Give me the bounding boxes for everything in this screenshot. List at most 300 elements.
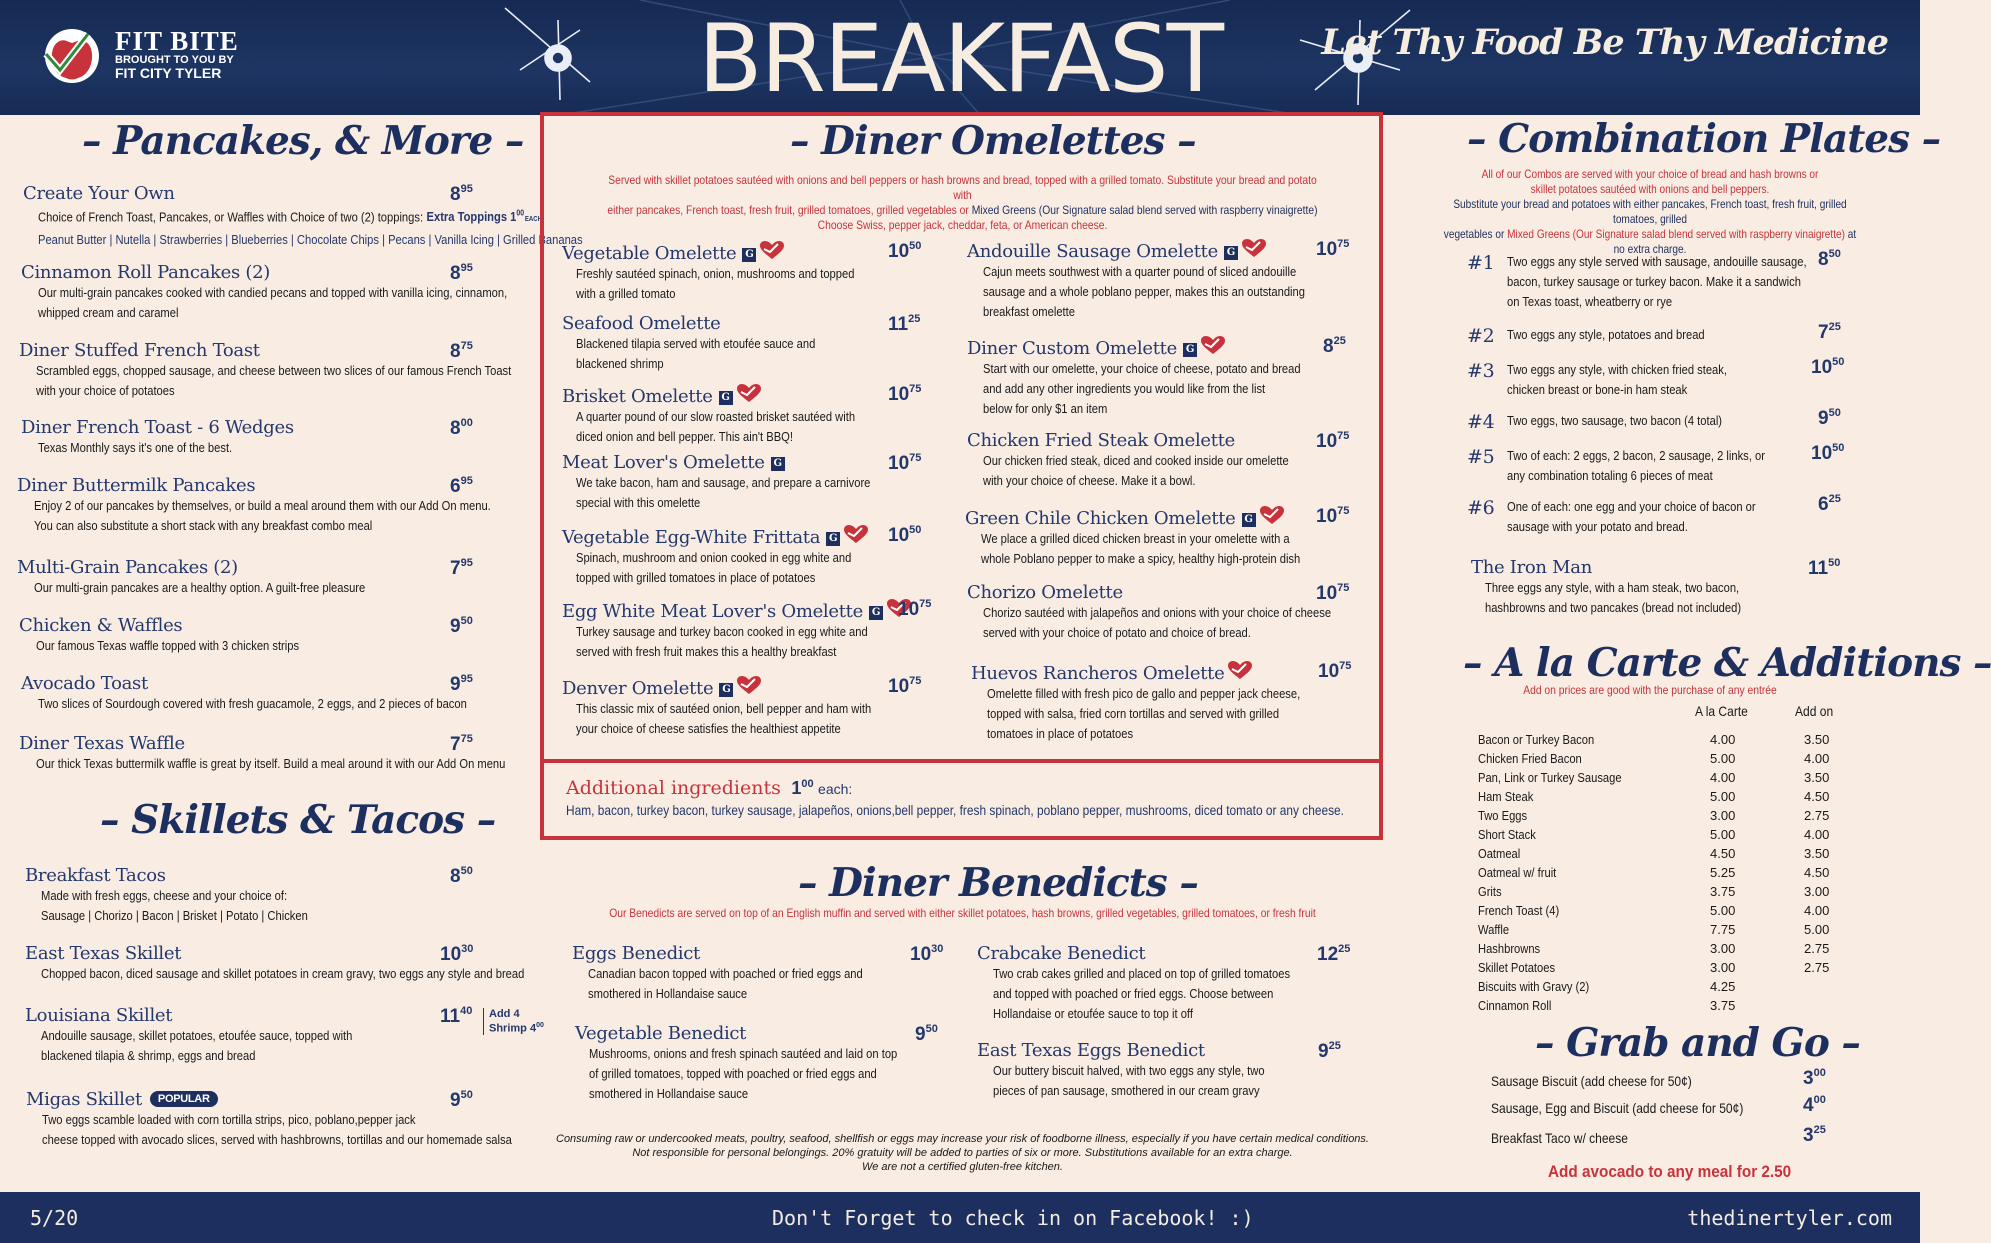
- price-dollars: 10: [1316, 506, 1338, 527]
- item-price: [1316, 505, 1349, 528]
- alacarte-price: 5.00: [1710, 789, 1736, 804]
- combo-description: [1507, 446, 1807, 486]
- price-cents: 25: [1338, 943, 1351, 955]
- extra-toppings-cents: 00: [516, 209, 525, 218]
- item-name: Vegetable Egg-White Frittata G: [562, 524, 896, 548]
- alacarte-item: Pan, Link or Turkey Sausage: [1478, 770, 1622, 785]
- item-price: [915, 1023, 938, 1046]
- combos-note-line1: All of our Combos are served with your choice of bread and hash browns or: [1481, 167, 1819, 181]
- item-description: smothered in Hollandaise sauce: [589, 1086, 749, 1101]
- item-description: bacon, turkey sausage or turkey bacon. Make it a sandwich: [1507, 274, 1801, 289]
- menu-item: [572, 943, 907, 1004]
- grab-item: Sausage Biscuit (add cheese for 50¢): [1491, 1073, 1692, 1089]
- item-price: [1803, 1124, 1826, 1147]
- item-description: with your choice of potatoes: [36, 383, 175, 398]
- footer-site[interactable]: thedinertyler.com: [1687, 1206, 1892, 1230]
- disclaimer-line1: Consuming raw or undercooked meats, poultry, seafood, shellfish or eggs may increase your risk of foodborne illness, especially if you have certain medical conditions.: [556, 1133, 1369, 1145]
- item-description: pieces of pan sausage, smothered in our cream gravy: [993, 1083, 1260, 1098]
- price-cents: 95: [460, 183, 473, 195]
- alacarte-col2-header: Add on: [1795, 703, 1834, 719]
- alacarte-price: 7.75: [1710, 922, 1736, 937]
- additional-price: [791, 778, 813, 798]
- price-cents: 40: [460, 1005, 473, 1017]
- item-name: Green Chile Chicken Omelette G: [965, 505, 1352, 529]
- heart-healthy-icon: [1227, 660, 1253, 680]
- disclaimer-line2: Not responsible for personal belongings. 20% gratuity will be added to parties of six or more. Substitutions available for an extra charge.: [632, 1147, 1293, 1159]
- item-name: Migas Skillet POPULAR: [26, 1089, 588, 1110]
- price-dollars: 8: [1323, 336, 1334, 357]
- price-dollars: 6: [1818, 494, 1829, 515]
- price-dollars: 10: [888, 453, 910, 474]
- gluten-free-icon: G: [742, 248, 756, 262]
- item-description: chicken breast or bone-in ham steak: [1507, 382, 1688, 397]
- combos-note-line2: skillet potatoes sautéed with onions and bell peppers.: [1530, 182, 1770, 196]
- item-description: Our buttery biscuit halved, with two eggs any style, two: [993, 1063, 1265, 1078]
- price-dollars: 8: [450, 418, 461, 439]
- addon-price: 4.00: [1804, 903, 1830, 918]
- item-price: [450, 340, 473, 363]
- item-description: sausage with your potato and bread.: [1507, 519, 1688, 534]
- alacarte-item: Two Eggs: [1478, 808, 1528, 823]
- item-price: [450, 615, 473, 638]
- gluten-free-icon: G: [719, 391, 733, 405]
- item-description: any combination totaling 6 pieces of meat: [1507, 468, 1713, 483]
- item-name: Diner Buttermilk Pancakes: [17, 475, 256, 496]
- item-description: Mushrooms, onions and fresh spinach sautéed and laid on top: [589, 1046, 898, 1061]
- item-name: Avocado Toast: [21, 673, 148, 694]
- price-cents: 25: [1333, 335, 1346, 347]
- item-description: A quarter pound of our slow roasted brisket sautéed with: [576, 409, 856, 424]
- item-name: Diner French Toast - 6 Wedges: [21, 417, 294, 438]
- shrimp-addon-cents: 00: [536, 1022, 544, 1029]
- benedicts-note: Our Benedicts are served on top of an English muffin and served with either skillet potatoes, hash browns, grilled vegetables, grilled tomatoes, or fresh fruit: [609, 906, 1316, 920]
- price-dollars: 10: [1316, 431, 1338, 452]
- gluten-free-icon: G: [1183, 343, 1197, 357]
- item-description: served with fresh fruit makes this a healthy breakfast: [576, 644, 837, 659]
- shrimp-addon-line2: [489, 1020, 544, 1035]
- item-description: Andouille sausage, skillet potatoes, etoufée sauce, topped with: [41, 1028, 353, 1043]
- item-description: Chorizo sautéed with jalapeños and onions with your choice of cheese: [983, 605, 1332, 620]
- menu-item: [562, 452, 918, 513]
- price-cents: 95: [460, 475, 473, 487]
- item-name: Breakfast Tacos: [25, 865, 166, 886]
- item-description: Sausage | Chorizo | Bacon | Brisket | Potato | Chicken: [41, 908, 308, 923]
- additional-each: each:: [818, 781, 853, 797]
- shrimp-addon-line1: Add 4: [489, 1008, 520, 1020]
- price-dollars: 11: [1808, 558, 1829, 579]
- heart-healthy-icon: [736, 675, 762, 695]
- price-dollars: 10: [910, 944, 932, 965]
- item-description: whole Poblano pepper to make a spicy, healthy high-protein dish: [981, 551, 1301, 566]
- item-description: topped with grilled tomatoes in place of potatoes: [576, 570, 816, 585]
- item-price: [1317, 943, 1350, 966]
- item-description: special with this omelette: [576, 495, 701, 510]
- price-dollars: 10: [440, 944, 462, 965]
- item-description: below for only $1 an item: [983, 401, 1108, 416]
- item-description: Two eggs any style, with chicken fried steak,: [1507, 362, 1727, 377]
- price-cents: 75: [1337, 505, 1350, 517]
- omelettes-divider: [540, 759, 1383, 763]
- item-description: whipped cream and caramel: [38, 305, 179, 320]
- item-description: blackened tilapia & shrimp, eggs and bread: [41, 1048, 256, 1063]
- item-description: your choice of cheese satisfies the healthiest appetite: [576, 721, 841, 736]
- alacarte-price: 5.00: [1710, 751, 1736, 766]
- item-description: and add any other ingredients you would like from the list: [983, 381, 1266, 396]
- alacarte-item: Chicken Fried Bacon: [1478, 751, 1582, 766]
- toppings-list: Peanut Butter | Nutella | Strawberries | Blueberries | Chocolate Chips | Pecans | Vanilla Icing | Grilled Bananas: [38, 232, 583, 248]
- price-cents: 30: [461, 943, 474, 955]
- item-description: Our multi-grain pancakes cooked with candied pecans and topped with vanilla icing, cinnamon,: [38, 285, 508, 300]
- price-cents: 25: [1813, 1124, 1826, 1136]
- price-cents: 95: [460, 262, 473, 274]
- alacarte-col1-header: A la Carte: [1695, 703, 1748, 719]
- item-description: with your choice of cheese. Make it a bowl.: [983, 473, 1196, 488]
- combo-number: #3: [1467, 360, 1495, 382]
- combos-heading: – Combination Plates –: [1467, 116, 1941, 162]
- item-description: served with your choice of potato and choice of bread.: [983, 625, 1251, 640]
- item-price: [888, 313, 920, 336]
- price-cents: 75: [460, 340, 473, 352]
- item-name: Crabcake Benedict: [977, 943, 1146, 964]
- item-description: Cajun meets southwest with a quarter pound of sliced andouille: [983, 264, 1297, 279]
- price-cents: 75: [1337, 582, 1350, 594]
- additional-price-dollars: 1: [791, 778, 802, 798]
- price-cents: 50: [1828, 407, 1841, 419]
- alacarte-item: Oatmeal w/ fruit: [1478, 865, 1557, 880]
- item-description: Two of each: 2 eggs, 2 bacon, 2 sausage, 2 links, or: [1507, 448, 1765, 463]
- menu-item: [967, 430, 1339, 491]
- item-description: Spinach, mushroom and onion cooked in egg white and: [576, 550, 852, 565]
- item-name: Chicken Fried Steak Omelette: [967, 430, 1236, 451]
- addon-price: 3.50: [1804, 846, 1830, 861]
- price-dollars: 8: [450, 341, 461, 362]
- item-description: Two crab cakes grilled and placed on top of grilled tomatoes: [993, 966, 1291, 981]
- price-dollars: 9: [450, 1090, 461, 1111]
- item-description: breakfast omelette: [983, 304, 1075, 319]
- item-description: Our multi-grain pancakes are a healthy option. A guilt-free pleasure: [34, 580, 366, 595]
- item-name: East Texas Skillet: [25, 943, 182, 964]
- price-dollars: 7: [450, 558, 461, 579]
- alacarte-item: French Toast (4): [1478, 903, 1560, 918]
- gluten-free-icon: G: [826, 532, 840, 546]
- price-cents: 75: [460, 733, 473, 745]
- item-description: Two slices of Sourdough covered with fresh guacamole, 2 eggs, and 2 pieces of bacon: [38, 696, 467, 711]
- price-dollars: 8: [1818, 249, 1829, 270]
- combo-number: #5: [1467, 446, 1495, 468]
- menu-item: [562, 383, 900, 447]
- item-description: on Texas toast, wheatberry or rye: [1507, 294, 1673, 309]
- combos-note-line4c: at no extra charge.: [1613, 227, 1857, 256]
- price-dollars: 10: [1318, 661, 1340, 682]
- menu-item: [562, 240, 900, 304]
- alacarte-price: 4.00: [1710, 732, 1736, 747]
- combos-note-line4b: Mixed Greens (Our Signature salad blend served with raspberry vinaigrette): [1507, 227, 1845, 241]
- gluten-free-icon: G: [1224, 246, 1238, 260]
- menu-item: [19, 733, 582, 774]
- item-name: Diner Stuffed French Toast: [19, 340, 260, 361]
- price-cents: 75: [1339, 660, 1352, 672]
- price-cents: 75: [909, 452, 922, 464]
- alacarte-item: Grits: [1478, 884, 1502, 899]
- price-dollars: 9: [450, 674, 461, 695]
- item-name: East Texas Eggs Benedict: [977, 1040, 1205, 1061]
- item-price: [888, 240, 921, 263]
- item-price: [1316, 430, 1349, 453]
- alacarte-price: 5.00: [1710, 827, 1736, 842]
- price-cents: 50: [1832, 442, 1845, 454]
- addon-price: 3.50: [1804, 732, 1830, 747]
- additional-list: Ham, bacon, turkey bacon, turkey sausage, jalapeños, onions,bell pepper, fresh spinach, poblano pepper, mushrooms, diced tomato or any cheese.: [566, 802, 1344, 818]
- price-dollars: 8: [450, 184, 461, 205]
- gluten-free-icon: G: [869, 606, 883, 620]
- popular-badge: POPULAR: [150, 1091, 218, 1107]
- price-cents: 30: [931, 943, 944, 955]
- price-dollars: 10: [1811, 443, 1833, 464]
- price-cents: 75: [919, 598, 932, 610]
- item-description: Freshly sautéed spinach, onion, mushrooms and topped: [576, 266, 855, 281]
- item-description: cheese topped with avocado slices, served with hashbrowns, tortillas and our homemade salsa: [42, 1132, 512, 1147]
- price-dollars: 10: [1316, 239, 1338, 260]
- alacarte-price: 3.75: [1710, 884, 1736, 899]
- item-price: [450, 262, 473, 285]
- addon-price: 4.50: [1804, 789, 1830, 804]
- price-cents: 50: [460, 865, 473, 877]
- item-price: [888, 675, 921, 698]
- combo-description: [1507, 497, 1796, 537]
- combo-number: #6: [1467, 497, 1495, 519]
- item-price: [888, 452, 921, 475]
- additional-price-cents: 00: [801, 778, 814, 790]
- price-cents: 50: [909, 524, 922, 536]
- alacarte-price: 3.00: [1710, 941, 1736, 956]
- heart-healthy-icon: [759, 240, 785, 260]
- price-cents: 75: [909, 383, 922, 395]
- menu-item: [19, 340, 589, 401]
- item-price: [440, 943, 473, 966]
- menu-item: [965, 505, 1352, 569]
- item-description: Three eggs any style, with a ham steak, two bacon,: [1485, 580, 1740, 595]
- menu-item: [1471, 557, 1783, 618]
- item-price: [440, 1005, 472, 1028]
- menu-item: [562, 598, 915, 662]
- price-cents: 25: [908, 313, 921, 325]
- price-dollars: 11: [888, 314, 909, 335]
- combos-note-line4a: vegetables or: [1443, 227, 1505, 241]
- item-name: Create Your Own: [23, 183, 175, 204]
- item-price: [1818, 321, 1841, 344]
- alacarte-price: 4.00: [1710, 770, 1736, 785]
- pancakes-heading: – Pancakes, & More –: [82, 118, 524, 164]
- omelettes-note-line3: Choose Swiss, pepper jack, cheddar, feta, or American cheese.: [817, 218, 1108, 232]
- price-cents: 50: [1828, 557, 1841, 569]
- disclaimer-line3: We are not a certified gluten-free kitchen.: [862, 1161, 1063, 1173]
- item-description: One of each: one egg and your choice of bacon or: [1507, 499, 1756, 514]
- menu-item: [977, 943, 1338, 1024]
- addon-price: 4.00: [1804, 827, 1830, 842]
- item-name: Diner Texas Waffle: [19, 733, 185, 754]
- addon-price: 2.75: [1804, 960, 1830, 975]
- item-price: [1811, 442, 1844, 465]
- grab-item: Sausage, Egg and Biscuit (add cheese for 50¢): [1491, 1100, 1744, 1116]
- item-name: Chicken & Waffles: [19, 615, 183, 636]
- price-dollars: 10: [888, 384, 910, 405]
- price-dollars: 9: [915, 1024, 926, 1045]
- price-cents: 25: [1328, 1040, 1341, 1052]
- alacarte-item: Ham Steak: [1478, 789, 1534, 804]
- item-price: [450, 183, 473, 206]
- alacarte-item: Cinnamon Roll: [1478, 998, 1552, 1013]
- item-description: Two eggs scamble loaded with corn tortilla strips, pico, poblano,pepper jack: [42, 1112, 416, 1127]
- item-description: Two eggs, two sausage, two bacon (4 total): [1507, 413, 1723, 428]
- item-description: Scrambled eggs, chopped sausage, and cheese between two slices of our famous French Toast: [36, 363, 512, 378]
- menu-item: [562, 524, 896, 588]
- combo-item: [1467, 360, 1763, 400]
- brand-line1: BROUGHT TO YOU BY: [115, 54, 234, 66]
- menu-item: [17, 557, 419, 598]
- item-description: smothered in Hollandaise sauce: [588, 986, 748, 1001]
- addon-price: 2.75: [1804, 941, 1830, 956]
- item-name: Vegetable Omelette G: [562, 240, 900, 264]
- alacarte-price: 4.25: [1710, 979, 1736, 994]
- footer: [0, 1192, 1920, 1243]
- item-name: Egg White Meat Lover's Omelette G: [562, 598, 915, 622]
- price-cents: 75: [909, 675, 922, 687]
- alacarte-heading: – A la Carte & Additions –: [1463, 640, 1991, 686]
- item-name: Meat Lover's Omelette G: [562, 452, 918, 473]
- item-description: Our thick Texas buttermilk waffle is great by itself. Build a meal around it with our Add On menu: [36, 756, 506, 771]
- item-name: Cinnamon Roll Pancakes (2): [21, 262, 270, 283]
- item-price: [450, 557, 473, 580]
- item-description: Omelette filled with fresh pico de gallo and pepper jack cheese,: [987, 686, 1301, 701]
- alacarte-item: Bacon or Turkey Bacon: [1478, 732, 1595, 747]
- price-cents: 00: [460, 417, 473, 429]
- extra-toppings-label: Extra Toppings 1: [426, 209, 517, 225]
- price-dollars: 10: [888, 241, 910, 262]
- price-dollars: 8: [450, 263, 461, 284]
- item-name: Diner Custom Omelette G: [967, 335, 1352, 359]
- item-name: Vegetable Benedict: [575, 1023, 747, 1044]
- price-dollars: 3: [1803, 1068, 1814, 1089]
- item-description: Texas Monthly says it's one of the best.: [38, 440, 233, 455]
- avocado-note: Add avocado to any meal for 2.50: [1548, 1162, 1792, 1181]
- item-description: [38, 204, 583, 230]
- alacarte-price: 3.75: [1710, 998, 1736, 1013]
- price-dollars: 10: [888, 525, 910, 546]
- price-dollars: 9: [1818, 408, 1829, 429]
- addon-price: 4.50: [1804, 865, 1830, 880]
- gluten-free-icon: G: [1242, 513, 1256, 527]
- additional-ingredients: [566, 777, 852, 799]
- item-price: [1316, 238, 1349, 261]
- footer-date: 5/20: [30, 1206, 79, 1230]
- item-description: We place a grilled diced chicken breast in your omelette with a: [981, 531, 1290, 546]
- grab-item: Breakfast Taco w/ cheese: [1491, 1130, 1628, 1146]
- item-description: Made with fresh eggs, cheese and your choice of:: [41, 888, 288, 903]
- price-dollars: 3: [1803, 1125, 1814, 1146]
- alacarte-item: Skillet Potatoes: [1478, 960, 1556, 975]
- price-cents: 95: [460, 557, 473, 569]
- item-price: [1808, 557, 1840, 580]
- alacarte-item: Hashbrowns: [1478, 941, 1541, 956]
- combo-number: #2: [1467, 325, 1495, 347]
- combo-item: [1467, 325, 1737, 347]
- price-cents: 50: [460, 615, 473, 627]
- heart-healthy-icon: [1200, 335, 1226, 355]
- item-price: [450, 417, 473, 440]
- item-price: [450, 865, 473, 888]
- price-dollars: 10: [1316, 583, 1338, 604]
- menu-item: [21, 417, 294, 458]
- price-dollars: 10: [888, 676, 910, 697]
- brand-name: FIT BITE: [115, 26, 239, 56]
- item-price: [898, 598, 931, 621]
- alacarte-price: 3.00: [1710, 960, 1736, 975]
- price-dollars: 10: [898, 599, 920, 620]
- heart-healthy-icon: [843, 524, 869, 544]
- item-price: [910, 943, 943, 966]
- item-description: blackened shrimp: [576, 356, 664, 371]
- omelettes-heading: – Diner Omelettes –: [790, 118, 1196, 164]
- alacarte-price: 5.00: [1710, 903, 1736, 918]
- item-price: [450, 673, 473, 696]
- alacarte-item: Oatmeal: [1478, 846, 1521, 861]
- benedicts-heading: – Diner Benedicts –: [798, 860, 1198, 906]
- alacarte-price: 4.50: [1710, 846, 1736, 861]
- addon-price: 3.50: [1804, 770, 1830, 785]
- extra-toppings: [427, 209, 542, 224]
- item-price: [450, 733, 473, 756]
- item-description: diced onion and bell pepper. This ain't BBQ!: [576, 429, 793, 444]
- combo-item: [1467, 411, 1757, 433]
- item-price: [1818, 407, 1841, 430]
- item-price: [1323, 335, 1346, 358]
- item-description-text: Choice of French Toast, Pancakes, or Waffles with Choice of two (2) toppings:: [38, 209, 424, 225]
- price-dollars: 7: [1818, 322, 1829, 343]
- alacarte-item: Biscuits with Gravy (2): [1478, 979, 1590, 994]
- price-dollars: 6: [450, 476, 461, 497]
- item-description: Start with our omelette, your choice of cheese, potato and bread: [983, 361, 1301, 376]
- price-dollars: 10: [1811, 357, 1833, 378]
- item-description: topped with salsa, fried corn tortillas and served with grilled: [987, 706, 1280, 721]
- item-description: of grilled tomatoes, topped with poached or fried eggs and: [589, 1066, 877, 1081]
- alacarte-item: Waffle: [1478, 922, 1510, 937]
- menu-item: [21, 262, 584, 323]
- item-price: [888, 383, 921, 406]
- price-cents: 00: [1813, 1094, 1826, 1106]
- combo-item: [1467, 252, 1855, 312]
- combo-item: [1467, 497, 1796, 537]
- item-price: [450, 1089, 473, 1112]
- item-price: [1811, 356, 1844, 379]
- price-dollars: 9: [450, 616, 461, 637]
- menu-item: [967, 335, 1352, 419]
- addon-price: 4.00: [1804, 751, 1830, 766]
- header: [0, 0, 1920, 115]
- addon-price: 2.75: [1804, 808, 1830, 823]
- combos-note-line3: Substitute your bread and potatoes with either pancakes, French toast, fresh fruit, grilled tomatoes, grilled: [1453, 197, 1847, 226]
- shrimp-addon: [483, 1008, 544, 1035]
- price-cents: 50: [909, 240, 922, 252]
- extra-toppings-each: EACH: [524, 216, 542, 224]
- price-cents: 00: [1813, 1067, 1826, 1079]
- additional-label: Additional ingredients: [566, 777, 781, 799]
- price-cents: 50: [925, 1023, 938, 1035]
- item-description: Turkey sausage and turkey bacon cooked in egg white and: [576, 624, 868, 639]
- item-description: Our chicken fried steak, diced and cooked inside our omelette: [983, 453, 1289, 468]
- omelettes-note: [603, 173, 1321, 233]
- price-dollars: 11: [440, 1006, 461, 1027]
- item-name: Denver Omelette G: [562, 675, 919, 699]
